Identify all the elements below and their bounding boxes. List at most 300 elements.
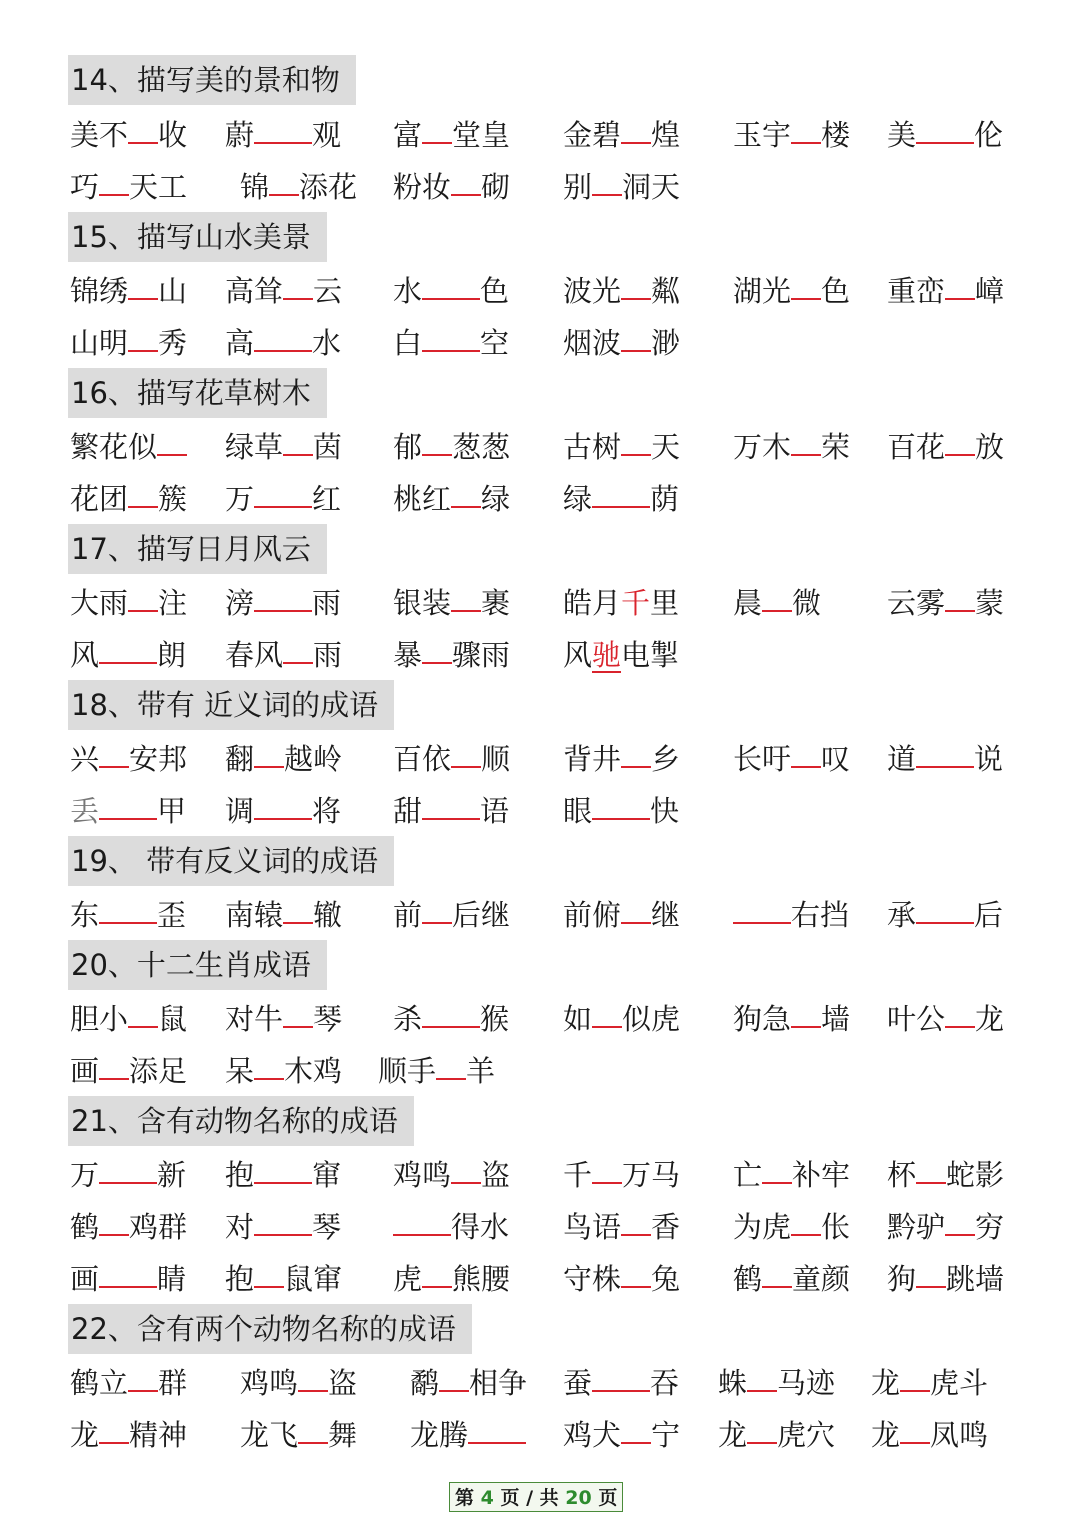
blank-line[interactable] (422, 630, 452, 664)
idiom-prefix: 风 (70, 638, 100, 672)
idiom-item (225, 1202, 341, 1252)
idiom-item (70, 162, 187, 212)
blank-line[interactable] (916, 734, 974, 768)
blank-line[interactable] (128, 266, 158, 300)
idiom-suffix: 叹 (821, 742, 851, 776)
blank-line[interactable] (99, 1254, 157, 1288)
idiom-prefix: 亡 (733, 1158, 763, 1192)
section-header: 17、描写日月风云 (68, 524, 327, 574)
blank-line[interactable] (945, 422, 975, 456)
blank-line[interactable] (900, 1410, 930, 1444)
idiom-item (733, 110, 850, 160)
idiom-item (393, 1254, 510, 1304)
blank-line[interactable] (283, 890, 313, 924)
blank-line[interactable] (451, 1150, 481, 1184)
idiom-suffix: 茵 (313, 430, 343, 464)
idiom-prefix: 蚕 (563, 1366, 593, 1400)
idiom-prefix: 鹬 (410, 1366, 440, 1400)
blank-line[interactable] (439, 1358, 469, 1392)
idiom-suffix: 空 (480, 326, 510, 360)
blank-line[interactable] (157, 422, 187, 456)
idiom-item (887, 1150, 1004, 1200)
section-header: 21、含有动物名称的成语 (68, 1096, 414, 1146)
idiom-prefix: 呆 (225, 1054, 255, 1088)
idiom-suffix: 电掣 (621, 638, 680, 672)
idiom-item (225, 630, 342, 680)
idiom-item (70, 110, 187, 160)
idiom-item (410, 1358, 527, 1408)
idiom-suffix: 龙 (975, 1002, 1005, 1036)
blank-line[interactable] (592, 474, 650, 508)
idiom-prefix: 龙 (718, 1418, 748, 1452)
blank-line[interactable] (791, 734, 821, 768)
blank-line[interactable] (298, 1358, 328, 1392)
idiom-suffix: 色 (821, 274, 851, 308)
idiom-prefix: 古树 (563, 430, 622, 464)
blank-line[interactable] (99, 1150, 157, 1184)
blank-line[interactable] (99, 1410, 129, 1444)
idiom-suffix: 虎穴 (777, 1418, 836, 1452)
idiom-suffix: 将 (312, 794, 342, 828)
idiom-item (393, 318, 509, 368)
idiom-suffix: 吞 (650, 1366, 680, 1400)
idiom-item (393, 474, 510, 524)
idiom-row (0, 318, 1080, 368)
blank-line[interactable] (592, 162, 622, 196)
idiom-row (0, 578, 1080, 628)
idiom-suffix: 堂皇 (452, 118, 511, 152)
idiom-prefix: 巧 (70, 170, 100, 204)
blank-line[interactable] (283, 422, 313, 456)
idiom-prefix: 画 (70, 1054, 100, 1088)
idiom-item (225, 318, 341, 368)
blank-line[interactable] (128, 474, 158, 508)
idiom-prefix: 高耸 (225, 274, 284, 308)
idiom-prefix: 万 (225, 482, 255, 516)
idiom-prefix: 鹤立 (70, 1366, 129, 1400)
idiom-row (0, 630, 1080, 680)
blank-line[interactable] (128, 110, 158, 144)
idiom-prefix: 滂 (225, 586, 255, 620)
idiom-item (225, 1150, 341, 1200)
idiom-suffix: 继 (651, 898, 681, 932)
idiom-prefix: 蔚 (225, 118, 255, 152)
idiom-prefix: 抱 (225, 1262, 255, 1296)
idiom-prefix: 金碧 (563, 118, 622, 152)
idiom-item (225, 422, 342, 472)
idiom-prefix: 胆小 (70, 1002, 129, 1036)
current-page-number: 4 (480, 1487, 494, 1509)
idiom-item (563, 578, 679, 628)
idiom-prefix: 鸡鸣 (240, 1366, 299, 1400)
idiom-item (378, 1046, 495, 1096)
blank-line[interactable] (916, 1254, 946, 1288)
idiom-prefix: 眼 (563, 794, 593, 828)
idiom-prefix: 杀 (393, 1002, 423, 1036)
idiom-suffix: 蛇影 (946, 1158, 1005, 1192)
idiom-prefix: 兴 (70, 742, 100, 776)
idiom-suffix: 鸡群 (129, 1210, 188, 1244)
blank-line[interactable] (422, 994, 480, 1028)
idiom-item (393, 734, 510, 784)
idiom-suffix: 红 (312, 482, 342, 516)
blank-line[interactable] (747, 1358, 777, 1392)
idiom-suffix: 天工 (129, 170, 188, 204)
blank-line[interactable] (945, 1202, 975, 1236)
section-header: 16、描写花草树木 (68, 368, 327, 418)
idiom-item (225, 110, 341, 160)
section-header: 20、十二生肖成语 (68, 940, 327, 990)
idiom-item (225, 578, 341, 628)
idiom-prefix: 锦 (240, 170, 270, 204)
idiom-prefix: 百花 (887, 430, 946, 464)
blank-line[interactable] (762, 1254, 792, 1288)
idiom-suffix: 童颜 (792, 1262, 851, 1296)
idiom-suffix: 洞天 (622, 170, 681, 204)
idiom-suffix: 雨 (312, 586, 342, 620)
idiom-item (70, 1358, 187, 1408)
blank-line[interactable] (791, 1202, 821, 1236)
idiom-item (563, 162, 680, 212)
blank-line[interactable] (128, 994, 158, 1028)
blank-line[interactable] (393, 1202, 451, 1236)
blank-line[interactable] (791, 422, 821, 456)
blank-line[interactable] (128, 318, 158, 352)
blank-line[interactable] (99, 890, 157, 924)
idiom-suffix: 放 (975, 430, 1005, 464)
idiom-prefix: 南辕 (225, 898, 284, 932)
blank-line[interactable] (621, 422, 651, 456)
blank-line[interactable] (791, 994, 821, 1028)
idiom-prefix: 波光 (563, 274, 622, 308)
blank-line[interactable] (916, 890, 974, 924)
blank-line[interactable] (621, 890, 651, 924)
blank-line[interactable] (592, 786, 650, 820)
idiom-prefix: 守株 (563, 1262, 622, 1296)
idiom-prefix: 鹤 (733, 1262, 763, 1296)
blank-line[interactable] (99, 162, 129, 196)
idiom-prefix: 美不 (70, 118, 129, 152)
idiom-item (70, 1046, 187, 1096)
idiom-prefix: 东 (70, 898, 100, 932)
idiom-suffix: 裹 (481, 586, 511, 620)
blank-line[interactable] (592, 994, 622, 1028)
idiom-prefix: 鸡鸣 (393, 1158, 452, 1192)
idiom-item (887, 422, 1004, 472)
blank-line[interactable] (451, 734, 481, 768)
idiom-prefix: 春风 (225, 638, 284, 672)
idiom-prefix: 为虎 (733, 1210, 792, 1244)
blank-line[interactable] (283, 630, 313, 664)
idiom-suffix: 煌 (651, 118, 681, 152)
idiom-prefix: 皓月 (563, 586, 622, 620)
idiom-suffix: 舞 (328, 1418, 358, 1452)
idiom-suffix: 窜 (312, 1158, 342, 1192)
idiom-suffix: 盗 (328, 1366, 358, 1400)
idiom-prefix: 大雨 (70, 586, 129, 620)
idiom-suffix: 水 (312, 326, 342, 360)
blank-line[interactable] (254, 1046, 284, 1080)
idiom-suffix: 穷 (975, 1210, 1005, 1244)
idiom-prefix: 如 (563, 1002, 593, 1036)
idiom-item (393, 422, 510, 472)
idiom-item (225, 994, 342, 1044)
idiom-suffix: 云 (313, 274, 343, 308)
blank-line[interactable] (621, 1254, 651, 1288)
blank-line[interactable] (451, 162, 481, 196)
blank-line[interactable] (916, 1150, 946, 1184)
blank-line[interactable] (621, 1202, 651, 1236)
idiom-item (70, 474, 187, 524)
idiom-item (225, 734, 342, 784)
idiom-row (0, 1254, 1080, 1304)
idiom-prefix: 云雾 (887, 586, 946, 620)
idiom-prefix: 前俯 (563, 898, 622, 932)
idiom-suffix: 粼 (651, 274, 681, 308)
blank-line[interactable] (99, 630, 157, 664)
idiom-prefix: 绿 (563, 482, 593, 516)
idiom-prefix: 花团 (70, 482, 129, 516)
idiom-item (887, 734, 1003, 784)
idiom-prefix: 湖光 (733, 274, 792, 308)
blank-line[interactable] (733, 890, 791, 924)
blank-line[interactable] (747, 1410, 777, 1444)
idiom-row (0, 1150, 1080, 1200)
idiom-suffix: 木鸡 (284, 1054, 343, 1088)
blank-line[interactable] (468, 1410, 526, 1444)
blank-line[interactable] (99, 1046, 129, 1080)
idiom-item (70, 1202, 187, 1252)
idiom-item (393, 786, 509, 836)
idiom-suffix: 天 (651, 430, 681, 464)
blank-line[interactable] (592, 1150, 622, 1184)
idiom-suffix: 收 (158, 118, 188, 152)
idiom-prefix: 顺手 (378, 1054, 437, 1088)
idiom-item (393, 162, 510, 212)
blank-line[interactable] (422, 1254, 452, 1288)
idiom-item (887, 578, 1004, 628)
idiom-prefix: 万木 (733, 430, 792, 464)
blank-line[interactable] (945, 578, 975, 612)
blank-line[interactable] (916, 110, 974, 144)
idiom-item (733, 422, 850, 472)
idiom-item (563, 994, 680, 1044)
blank-line[interactable] (621, 266, 651, 300)
blank-line[interactable] (254, 1150, 312, 1184)
idiom-suffix: 琴 (313, 1002, 343, 1036)
blank-line[interactable] (254, 1202, 312, 1236)
idiom-item (70, 1410, 187, 1460)
blank-line[interactable] (451, 578, 481, 612)
idiom-item (887, 890, 1003, 940)
idiom-item (563, 318, 680, 368)
idiom-prefix: 丢 (70, 794, 100, 828)
idiom-row (0, 890, 1080, 940)
idiom-item (70, 1254, 186, 1304)
idiom-item (563, 786, 679, 836)
idiom-item (563, 630, 679, 680)
idiom-prefix: 百依 (393, 742, 452, 776)
blank-line[interactable] (451, 474, 481, 508)
blank-line[interactable] (436, 1046, 466, 1080)
footer-prefix: 第 (455, 1487, 475, 1509)
idiom-item (70, 1150, 186, 1200)
idiom-prefix: 龙飞 (240, 1418, 299, 1452)
blank-line[interactable] (254, 578, 312, 612)
idiom-suffix: 砌 (481, 170, 511, 204)
section-header: 18、带有 近义词的成语 (68, 680, 394, 730)
idiom-item (225, 266, 342, 316)
blank-line[interactable] (422, 318, 480, 352)
idiom-prefix: 风 (563, 638, 593, 672)
idiom-prefix: 桃红 (393, 482, 452, 516)
idiom-item (563, 266, 680, 316)
idiom-item (563, 422, 680, 472)
idiom-item (70, 734, 187, 784)
idiom-item (70, 578, 187, 628)
blank-line[interactable] (621, 734, 651, 768)
idiom-suffix: 补牢 (792, 1158, 851, 1192)
idiom-prefix: 对 (225, 1210, 255, 1244)
idiom-prefix: 鹤 (70, 1210, 100, 1244)
idiom-suffix: 伥 (821, 1210, 851, 1244)
blank-line[interactable] (592, 1358, 650, 1392)
idiom-item (70, 630, 186, 680)
blank-line[interactable] (762, 578, 792, 612)
idiom-prefix: 鸟语 (563, 1210, 622, 1244)
idiom-prefix: 对牛 (225, 1002, 284, 1036)
blank-line[interactable] (269, 162, 299, 196)
blank-line[interactable] (621, 110, 651, 144)
idiom-suffix: 葱葱 (452, 430, 511, 464)
blank-line[interactable] (945, 266, 975, 300)
blank-line[interactable] (254, 734, 284, 768)
blank-line[interactable] (621, 318, 651, 352)
idiom-item (563, 890, 680, 940)
idiom-item (563, 1150, 680, 1200)
blank-line[interactable] (621, 1410, 651, 1444)
blank-line[interactable] (791, 266, 821, 300)
idiom-prefix: 万 (70, 1158, 100, 1192)
idiom-item (240, 162, 357, 212)
idiom-suffix: 蒙 (975, 586, 1005, 620)
idiom-item (70, 266, 187, 316)
idiom-prefix: 美 (887, 118, 917, 152)
idiom-item (733, 578, 821, 628)
idiom-row (0, 110, 1080, 160)
idiom-prefix: 背井 (563, 742, 622, 776)
idiom-suffix: 色 (480, 274, 510, 308)
idiom-suffix: 里 (650, 586, 680, 620)
blank-line[interactable] (254, 1254, 284, 1288)
idiom-item (733, 734, 850, 784)
idiom-suffix: 琴 (312, 1210, 342, 1244)
idiom-suffix: 新 (157, 1158, 187, 1192)
blank-line[interactable] (422, 110, 452, 144)
idiom-item (733, 994, 850, 1044)
idiom-suffix: 荣 (821, 430, 851, 464)
section-header: 19、 带有反义词的成语 (68, 836, 394, 886)
idiom-item (718, 1410, 835, 1460)
blank-line[interactable] (762, 1150, 792, 1184)
idiom-row (0, 734, 1080, 784)
section-header: 14、描写美的景和物 (68, 55, 356, 105)
idiom-suffix: 雨 (313, 638, 343, 672)
blank-line[interactable] (99, 1202, 129, 1236)
idiom-item (70, 994, 187, 1044)
idiom-suffix: 快 (650, 794, 680, 828)
idiom-suffix: 渺 (651, 326, 681, 360)
blank-line[interactable] (99, 786, 157, 820)
blank-line[interactable] (283, 266, 313, 300)
idiom-item (563, 1202, 680, 1252)
blank-line[interactable] (99, 734, 129, 768)
blank-line[interactable] (422, 890, 452, 924)
idiom-suffix: 马迹 (777, 1366, 836, 1400)
idiom-prefix: 翻 (225, 742, 255, 776)
idiom-suffix: 宁 (651, 1418, 681, 1452)
idiom-item (887, 266, 1004, 316)
blank-line[interactable] (283, 994, 313, 1028)
filled-answer: 驰 (592, 638, 622, 672)
idiom-prefix: 玉宇 (733, 118, 792, 152)
blank-line[interactable] (254, 474, 312, 508)
idiom-item (70, 422, 187, 472)
idiom-item (887, 994, 1004, 1044)
blank-line[interactable] (422, 786, 480, 820)
idiom-item (393, 1150, 510, 1200)
idiom-prefix: 龙腾 (410, 1418, 469, 1452)
idiom-suffix: 凤鸣 (930, 1418, 989, 1452)
idiom-prefix: 甜 (393, 794, 423, 828)
idiom-item (225, 1046, 342, 1096)
idiom-prefix: 高 (225, 326, 255, 360)
blank-line[interactable] (298, 1410, 328, 1444)
idiom-prefix: 重峦 (887, 274, 946, 308)
footer-suffix: 页 (598, 1487, 618, 1509)
idiom-row (0, 1358, 1080, 1408)
idiom-prefix: 龙 (871, 1366, 901, 1400)
idiom-row (0, 422, 1080, 472)
idiom-item (563, 474, 679, 524)
idiom-suffix: 群 (158, 1366, 188, 1400)
idiom-item (393, 110, 510, 160)
idiom-prefix: 道 (887, 742, 917, 776)
idiom-prefix: 晨 (733, 586, 763, 620)
idiom-item (225, 474, 341, 524)
blank-line[interactable] (254, 786, 312, 820)
idiom-item (240, 1410, 357, 1460)
idiom-prefix: 龙 (871, 1418, 901, 1452)
idiom-prefix: 白 (393, 326, 423, 360)
blank-line[interactable] (254, 318, 312, 352)
blank-line[interactable] (945, 994, 975, 1028)
blank-line[interactable] (254, 110, 312, 144)
idiom-item (393, 1202, 509, 1252)
idiom-suffix: 朗 (157, 638, 187, 672)
idiom-item (887, 1254, 1004, 1304)
blank-line[interactable] (422, 266, 480, 300)
total-page-number: 20 (565, 1487, 592, 1509)
blank-line[interactable] (900, 1358, 930, 1392)
idiom-item (563, 1358, 679, 1408)
blank-line[interactable] (791, 110, 821, 144)
idiom-suffix: 香 (651, 1210, 681, 1244)
blank-line[interactable] (128, 578, 158, 612)
idiom-prefix: 绿草 (225, 430, 284, 464)
blank-line[interactable] (422, 422, 452, 456)
blank-line[interactable] (128, 1358, 158, 1392)
